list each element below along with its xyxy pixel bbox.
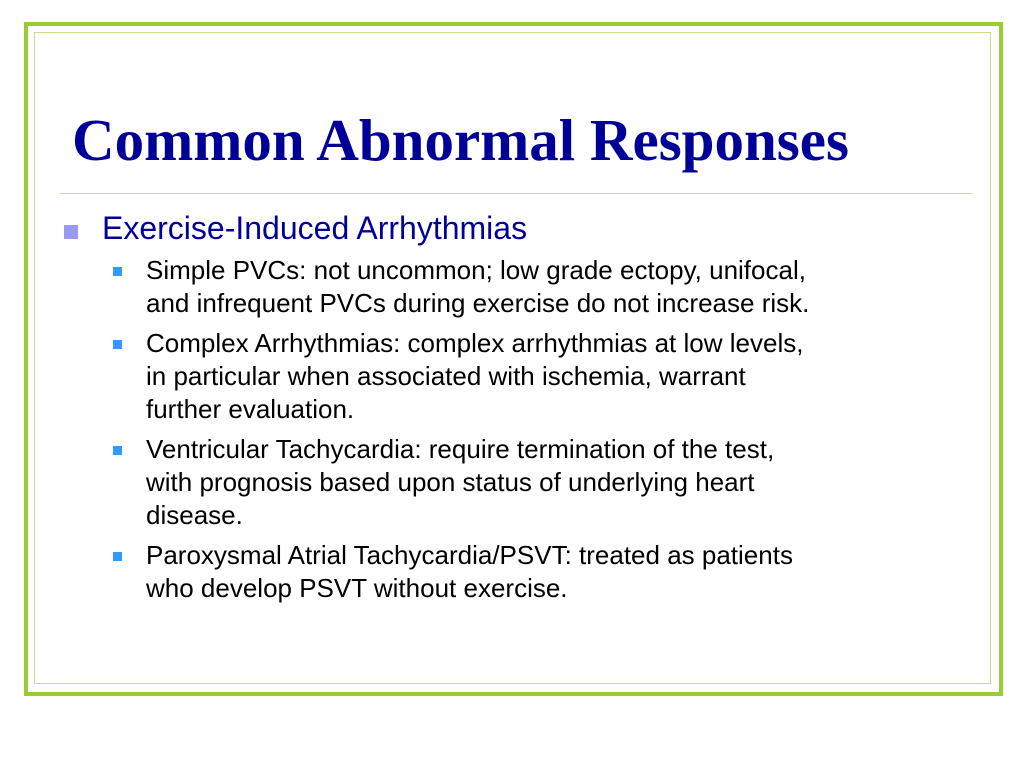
bullet-line: Paroxysmal Atrial Tachycardia/PSVT: treated as patients (146, 540, 793, 570)
small-square-bullet-icon (113, 340, 122, 349)
small-square-bullet-icon (113, 267, 122, 276)
bullet-line: who develop PSVT without exercise. (146, 573, 568, 603)
sub-bullet-list (0, 254, 1024, 605)
slide-body (0, 208, 1024, 612)
bullet-line: with prognosis based upon status of underlying heart (146, 467, 755, 497)
bullet-line: in particular when associated with ischemia, warrant (146, 361, 746, 391)
list-item (0, 327, 946, 426)
square-bullet-icon (64, 225, 78, 239)
level1-text: Exercise-Induced Arrhythmias (102, 210, 528, 246)
title-divider (60, 193, 972, 194)
bullet-line: Complex Arrhythmias: complex arrhythmias at low levels, (146, 328, 804, 358)
level1-bullet-item (0, 208, 1024, 248)
bullet-line: further evaluation. (146, 394, 355, 424)
list-item (0, 433, 946, 532)
bullet-line: Simple PVCs: not uncommon; low grade ectopy, unifocal, (146, 255, 806, 285)
bullet-line: disease. (146, 500, 243, 530)
bullet-line: Ventricular Tachycardia: require termination of the test, (146, 434, 775, 464)
list-item (0, 254, 946, 320)
small-square-bullet-icon (113, 446, 122, 455)
slide-title: Common Abnormal Responses (72, 107, 849, 173)
small-square-bullet-icon (113, 552, 122, 561)
bullet-line: and infrequent PVCs during exercise do not increase risk. (146, 288, 810, 318)
list-item (0, 539, 946, 605)
